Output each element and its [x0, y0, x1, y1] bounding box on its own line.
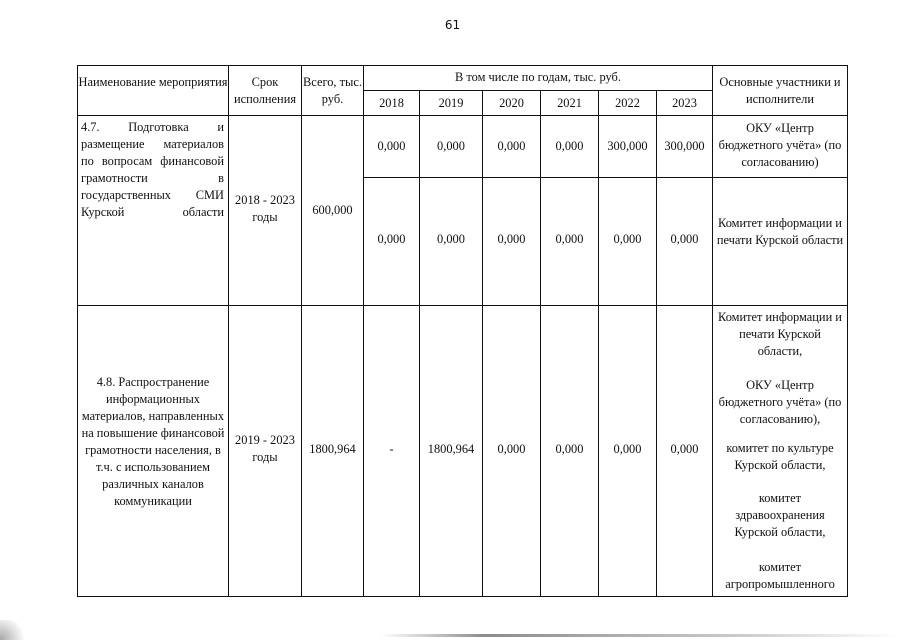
scan-corner-shadow — [0, 620, 30, 640]
table-border-right — [847, 65, 848, 597]
row-4-8-value-2018: - — [389, 442, 394, 456]
row-4-7-value-2019: 0,000 — [437, 139, 465, 153]
header-year: 2018 — [379, 96, 404, 110]
row-divider — [77, 305, 848, 306]
row-4-7-total: 600,000 — [312, 203, 353, 217]
row-4-8-value-2020: 0,000 — [497, 442, 526, 456]
table-col-divider — [301, 65, 302, 597]
table-col-divider — [712, 65, 713, 597]
scan-edge-shadow — [380, 634, 900, 637]
page-number: 61 — [444, 18, 461, 32]
row-4-7-value-2021: 0,000 — [555, 232, 584, 246]
table-border-left — [77, 65, 78, 597]
table-border-bottom — [77, 596, 848, 597]
years-group-divider — [363, 90, 713, 91]
header-year: 2022 — [615, 96, 640, 110]
row-4-8-participant: ОКУ «Центр бюджетного учёта» (по согласованию), — [718, 378, 842, 426]
row-4-7-value-2018: 0,000 — [377, 232, 406, 246]
row-4-8-total: 1800,964 — [309, 442, 356, 456]
header-year: 2021 — [557, 96, 582, 110]
row-4-7-value-2019: 0,000 — [437, 232, 465, 246]
row-4-7-value-2023: 300,000 — [664, 139, 705, 153]
table-col-divider — [482, 90, 483, 597]
row-4-7-participants: Комитет информации и печати Курской области — [716, 216, 844, 247]
row-4-8-value-2021: 0,000 — [555, 442, 584, 456]
header-participants: Основные участники и исполнители — [719, 75, 841, 106]
header-name: Наименование мероприятия — [78, 75, 228, 89]
header-bottom-line — [77, 115, 848, 116]
row-4-8-name: 4.8. Распространение информационных материалов, направленных на повышение финансовой грамотности населения, в т.ч. с использованием различных каналов коммуникации — [81, 375, 225, 508]
row-4-8-participant: Комитет информации и печати Курской области, — [718, 310, 842, 358]
row-4-7-name: 4.7. Подготовка и размещение материалов по вопросам финансовой грамотности в государственных СМИ Курской области — [81, 120, 224, 219]
row-4-7-value-2022: 0,000 — [613, 232, 642, 246]
table-col-divider — [419, 90, 420, 597]
row-4-7-value-2020: 0,000 — [497, 139, 526, 153]
table-col-divider — [598, 90, 599, 597]
table-col-divider — [656, 90, 657, 597]
header-total: Всего, тыс. руб. — [303, 75, 362, 106]
row-4-8-participant: комитет по культуре Курской области, — [726, 441, 834, 472]
header-years-group: В том числе по годам, тыс. руб. — [455, 70, 621, 84]
header-year: 2019 — [438, 96, 464, 110]
row-4-8-value-2023: 0,000 — [670, 442, 699, 456]
row-4-7-sub-divider — [363, 177, 848, 178]
row-4-7-value-2022: 300,000 — [607, 139, 648, 153]
row-4-7-value-2018: 0,000 — [377, 139, 406, 153]
row-4-8-value-2019: 1800,964 — [427, 442, 475, 456]
header-term: Срок исполнения — [233, 75, 297, 106]
row-4-7-value-2021: 0,000 — [555, 139, 584, 153]
table-col-divider — [540, 90, 541, 597]
row-4-8-term: 2019 - 2023 годы — [235, 433, 295, 464]
header-year: 2023 — [672, 96, 697, 110]
row-4-7-term: 2018 - 2023 годы — [235, 193, 295, 224]
header-year: 2020 — [499, 96, 524, 110]
row-4-8-participant: комитет агропромышленного — [725, 560, 835, 591]
table-border-top — [77, 65, 848, 66]
row-4-8-value-2022: 0,000 — [613, 442, 642, 456]
table-col-divider — [228, 65, 229, 597]
row-4-8-participant: комитет здравоохранения Курской области, — [734, 491, 826, 539]
row-4-7-participants: ОКУ «Центр бюджетного учёта» (по согласованию) — [718, 121, 842, 169]
row-4-7-value-2020: 0,000 — [497, 232, 526, 246]
row-4-7-value-2023: 0,000 — [670, 232, 699, 246]
